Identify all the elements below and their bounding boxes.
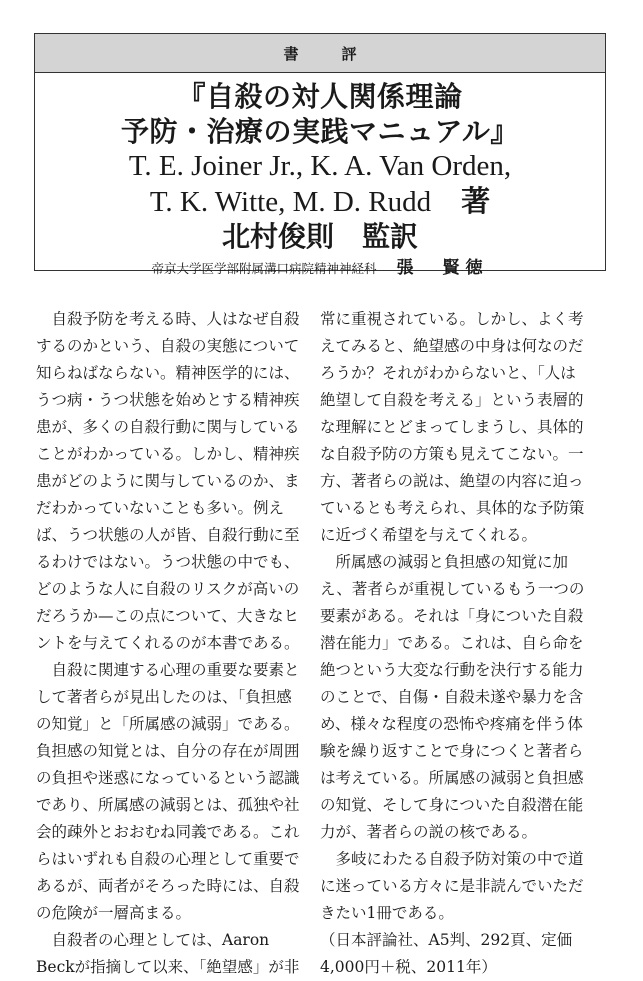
body-text-line: 4,000円＋税、2011年） (320, 958, 497, 976)
authors-mark: 著 (461, 184, 491, 218)
reviewer-name: 張 賢徳 (396, 258, 489, 278)
body-text-line: 多岐にわたる自殺予防対策の中で道 (320, 850, 584, 868)
body-text-line: らはいずれも自殺の心理として重要で (36, 850, 300, 868)
body-text-line: えてみると、絶望感の中身は何なのだ (320, 337, 584, 355)
body-column-right (320, 306, 588, 981)
review-header-box (34, 33, 606, 278)
body-text-line: 負担感の知覚とは、自分の存在が周囲 (36, 742, 300, 760)
body-text-line: な自殺予防の方策も見えてこない。一 (320, 445, 584, 463)
body-text-line: であり、所属感の減弱とは、孤独や社 (36, 796, 300, 814)
body-text-line: め、様々な程度の恐怖や疼痛を伴う体 (320, 715, 583, 733)
body-text-line: だわかっていないことも多い。例え (36, 499, 285, 517)
section-label: 書 評 (35, 34, 605, 73)
body-text-line: 常に重視されている。しかし、よく考 (320, 310, 584, 328)
supervisor-line (35, 220, 605, 254)
book-title-line-2: 予防・治療の実践マニュアル』 (121, 115, 519, 148)
body-text-line: 自殺者の心理としては、Aaron (36, 931, 270, 949)
body-text-line: ことがわかっている。しかし、精神疾 (36, 445, 300, 463)
body-text-line: Beckが指摘して以来、「絶望感」が非 (36, 958, 300, 976)
supervisor-mark: 監訳 (362, 220, 419, 253)
body-text-line: に迷っている方々に是非読んでいただ (320, 877, 584, 895)
body-text-line: は考えている。所属感の減弱と負担感 (320, 769, 584, 787)
book-title-line-1: 『自殺の対人関係理論 (177, 80, 463, 113)
body-text-line: 力が、著者らの説の核である。 (320, 823, 538, 841)
body-text-line: 会的疎外とおおむね同義である。これ (36, 823, 300, 841)
body-text-line: 方、著者らの説は、絶望の内容に迫っ (320, 472, 584, 490)
body-text-line: ているとも考えられ、具体的な予防策 (320, 499, 585, 517)
body-text-line: うつ病・うつ状態を始めとする精神疾 (36, 391, 300, 409)
body-text-line: ろうか？それがわからないと、「人は (320, 364, 576, 382)
reviewer-line (35, 258, 605, 279)
body-text-line: 患がどのように関与しているのか、ま (36, 472, 300, 490)
body-text-line: 潜在能力」である。これは、自ら命を (320, 634, 584, 652)
body-text-line: するのかという、自殺の実態について (36, 337, 300, 355)
body-text-line: あるが、両者がそろった時には、自殺 (36, 877, 300, 895)
authors-line-2-wrap (35, 184, 605, 220)
body-text-line: 患が、多くの自殺行動に関与している (36, 418, 300, 436)
body-text-line: のことで、自傷・自殺未遂や暴力を含 (320, 688, 584, 706)
body-text-line: ば、うつ状態の人が皆、自殺行動に至 (36, 526, 300, 544)
body-text-line: 絶つという大変な行動を決行する能力 (320, 661, 584, 679)
body-text-line: 知らねばならない。精神医学的には、 (36, 364, 300, 382)
body-text-line: な理解にとどまってしまうし、具体的 (320, 418, 584, 436)
authors-line-2: T. K. Witte, M. D. Rudd (149, 186, 432, 218)
body-text-line: きたい1冊である。 (320, 904, 454, 922)
body-text-line: どのような人に自殺のリスクが高いの (36, 580, 300, 598)
body-text-line: の負担や迷惑になっているという認識 (36, 769, 300, 787)
body-text-line: 験を繰り返すことで身につくと著者ら (320, 742, 584, 760)
body-text-line: 自殺に関連する心理の重要な要素と (36, 661, 300, 679)
body-text-line: して著者らが見出したのは、「負担感 (36, 688, 292, 706)
body-text-line: ントを与えてくれるのが本書である。 (36, 634, 300, 652)
body-text-line: だろうか—この点について、大きなヒ (36, 607, 299, 625)
body-column-left (36, 306, 304, 981)
body-text-line: に近づく希望を与えてくれる。 (320, 526, 538, 544)
body-text-line: の知覚」と「所属感の減弱」である。 (36, 715, 300, 733)
supervisor-name: 北村俊則 (221, 220, 334, 253)
body-text-line: 所属感の減弱と負担感の知覚に加 (320, 553, 569, 571)
body-text-line: の危険が一層高まる。 (36, 904, 192, 922)
reviewer-affiliation: 帝京大学医学部附属溝口病院精神神経科 (151, 261, 377, 276)
body-text-line: 要素がある。それは「身についた自殺 (320, 607, 584, 625)
body-text-line: るわけではない。うつ状態の中でも、 (36, 553, 300, 571)
body-text-line: え、著者らが重視しているもう一つの (320, 580, 585, 598)
body-text-line: 自殺予防を考える時、人はなぜ自殺 (36, 310, 300, 328)
book-info (35, 79, 605, 279)
body-text-line: の知覚、そして身についた自殺潜在能 (320, 796, 584, 814)
body-text-line: 絶望して自殺を考える」という表層的 (320, 391, 584, 409)
authors-line-1: T. E. Joiner Jr., K. A. Van Orden, (128, 150, 512, 182)
body-text-line: （日本評論社、A5判、292頁、定価 (320, 931, 573, 949)
